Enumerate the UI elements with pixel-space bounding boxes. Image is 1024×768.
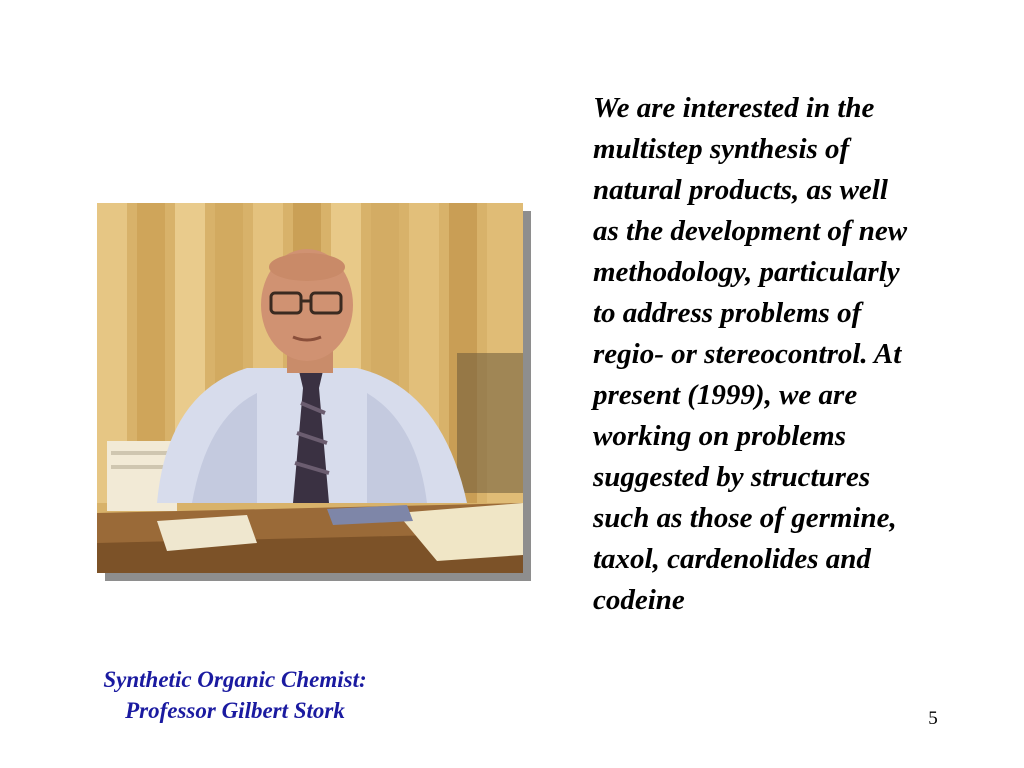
body-line: such as those of germine, xyxy=(593,502,897,534)
caption-line: Professor Gilbert Stork xyxy=(125,698,345,723)
portrait-photo xyxy=(97,203,523,573)
body-line: suggested by structures xyxy=(593,461,871,493)
portrait-illustration xyxy=(97,203,523,573)
body-line: taxol, cardenolides and xyxy=(593,543,871,575)
research-description xyxy=(593,88,993,621)
body-line: codeine xyxy=(593,584,685,616)
page-number: 5 xyxy=(928,708,938,729)
caption-line: Synthetic Organic Chemist: xyxy=(103,667,367,692)
body-line: working on problems xyxy=(593,420,846,452)
body-line: natural products, as well xyxy=(593,174,888,206)
photo-caption xyxy=(40,664,430,726)
body-line: present (1999), we are xyxy=(593,379,858,411)
body-line: as the development of new xyxy=(593,215,908,247)
body-line: to address problems of xyxy=(593,297,862,329)
body-line: multistep synthesis of xyxy=(593,133,850,165)
body-line: We are interested in the xyxy=(593,92,875,124)
body-line: methodology, particularly xyxy=(593,256,900,288)
body-line: regio- or stereocontrol. At xyxy=(593,338,902,370)
